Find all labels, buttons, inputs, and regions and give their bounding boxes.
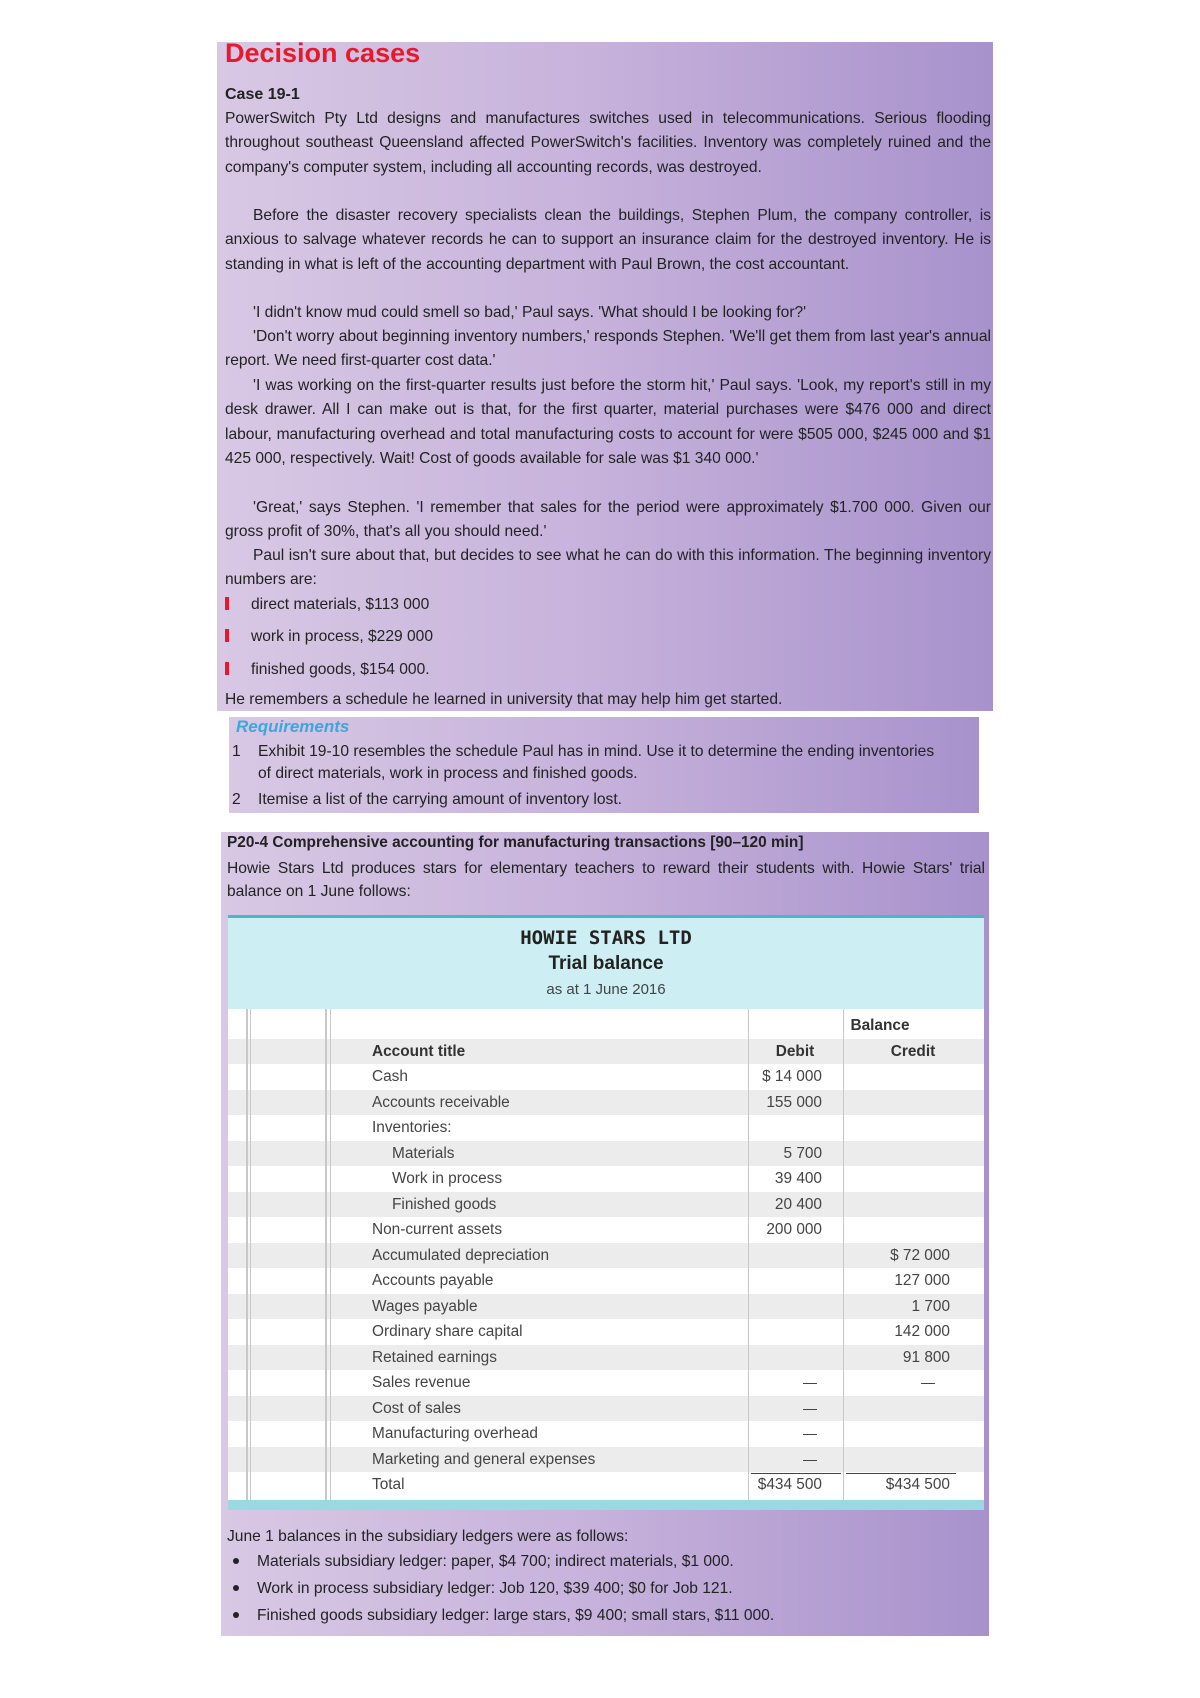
- bullet-marker: [225, 597, 229, 610]
- case-closing: He remembers a schedule he learned in university that may help him get started.: [225, 691, 783, 708]
- account-title: Marketing and general expenses: [372, 1450, 596, 1468]
- account-title: Retained earnings: [372, 1348, 497, 1366]
- debit-amount: $434 500: [757, 1476, 822, 1493]
- inventory-bullet: finished goods, $154 000.: [225, 661, 430, 679]
- subsidiary-item: Materials subsidiary ledger: paper, $4 700; indirect materials, $1 000.: [227, 1553, 734, 1571]
- col-account-header: Account title: [372, 1042, 466, 1060]
- debit-dash: [803, 1409, 817, 1410]
- case-paragraph: 'Great,' says Stephen. 'I remember that sales for the period were approximately $1.700 000. Given our gross profit of 30%, that's all you should need.': [225, 499, 991, 541]
- debit-amount: 155 000: [766, 1093, 822, 1111]
- account-title: Ordinary share capital: [372, 1323, 523, 1340]
- trial-balance-table: [228, 1009, 984, 1500]
- col-credit-header: Credit: [890, 1042, 936, 1060]
- bullet-marker: [225, 629, 229, 642]
- account-title: Cost of sales: [372, 1399, 461, 1417]
- account-title: Accumulated depreciation: [372, 1246, 550, 1264]
- credit-dash: [921, 1383, 935, 1384]
- credit-amount: 91 800: [902, 1348, 950, 1366]
- bullet-dot: [233, 1612, 239, 1618]
- case-paragraph: Before the disaster recovery specialists clean the buildings, Stephen Plum, the company controller, is anxious to salvage whatever records he can to support an insurance claim for the destroyed inventory. He is standing in what is left of the accounting department with Paul Brown, the cost accountant.: [225, 207, 991, 273]
- case-paragraph: 'I was working on the first-quarter results just before the storm hit,' Paul says. 'Look, my report's still in my desk drawer. All I can make out is that, for the first quarter, material purchases were $476 000 and direct labour, manufacturing overhead and total manufacturing costs to account for were $505 000, $245 000 and $1 425 000, respectively. Wait! Cost of goods available for sale was $1 340 000.': [225, 377, 991, 467]
- company-name: HOWIE STARS LTD: [520, 927, 692, 949]
- credit-amount: $ 72 000: [890, 1246, 950, 1264]
- account-title: Materials: [392, 1144, 455, 1162]
- account-title: Accounts receivable: [372, 1093, 510, 1111]
- debit-amount: 39 400: [774, 1170, 822, 1187]
- col-debit-header: Debit: [775, 1042, 815, 1060]
- account-title: Work in process: [392, 1170, 503, 1187]
- debit-dash: [803, 1383, 817, 1384]
- problem-intro: Howie Stars Ltd produces stars for elementary teachers to reward their students with. Howie Stars' trial balance on 1 June follows:: [227, 860, 985, 900]
- case-paragraph: 'I didn't know mud could smell so bad,' Paul says. 'What should I be looking for?': [253, 304, 807, 321]
- requirements-title: Requirements: [236, 717, 350, 736]
- account-title: Sales revenue: [372, 1374, 471, 1391]
- account-title: Total: [372, 1476, 405, 1493]
- credit-amount: 1 700: [911, 1297, 950, 1315]
- debit-amount: 200 000: [766, 1221, 822, 1238]
- account-title: Inventories:: [372, 1119, 452, 1136]
- bullet-dot: [233, 1558, 239, 1564]
- account-title: Wages payable: [372, 1297, 478, 1315]
- credit-amount: $434 500: [885, 1476, 950, 1493]
- debit-amount: 20 400: [774, 1195, 822, 1213]
- inventory-bullet: direct materials, $113 000: [225, 596, 429, 614]
- inventory-bullet: work in process, $229 000: [225, 628, 433, 646]
- debit-amount: $ 14 000: [762, 1068, 822, 1085]
- credit-amount: 127 000: [894, 1272, 950, 1289]
- statement-date: as at 1 June 2016: [546, 981, 666, 998]
- section-heading: Decision cases: [225, 38, 421, 68]
- case-paragraph: 'Don't worry about beginning inventory numbers,' responds Stephen. 'We'll get them from last year's annual report. We need first-quarter cost data.': [225, 328, 991, 370]
- bullet-dot: [233, 1585, 239, 1591]
- subsidiary-title: June 1 balances in the subsidiary ledgers were as follows:: [227, 1528, 629, 1545]
- account-title: Non-current assets: [372, 1221, 503, 1238]
- credit-amount: 142 000: [894, 1323, 950, 1340]
- problem-title: P20-4 Comprehensive accounting for manufacturing transactions [90–120 min]: [227, 834, 804, 851]
- debit-amount: 5 700: [783, 1144, 822, 1162]
- bullet-marker: [225, 662, 229, 675]
- account-title: Accounts payable: [372, 1272, 494, 1289]
- statement-name: Trial balance: [548, 953, 664, 974]
- account-title: Manufacturing overhead: [372, 1425, 538, 1442]
- debit-dash: [803, 1460, 817, 1461]
- account-title: Finished goods: [392, 1195, 497, 1213]
- account-title: Cash: [372, 1068, 408, 1085]
- subsidiary-item: Work in process subsidiary ledger: Job 120, $39 400; $0 for Job 121.: [227, 1580, 733, 1598]
- subsidiary-item: Finished goods subsidiary ledger: large stars, $9 400; small stars, $11 000.: [227, 1607, 774, 1625]
- case-paragraph: PowerSwitch Pty Ltd designs and manufactures switches used in telecommunications. Serious flooding throughout southeast Queensland affected PowerSwitch's facilities. Inventory was completely ruined and the company's computer system, including all accounting records, was destroyed.: [225, 110, 991, 176]
- case-paragraph: Paul isn't sure about that, but decides to see what he can do with this information. The beginning inventory numbers are:: [225, 547, 991, 589]
- case-title: Case 19-1: [225, 86, 300, 103]
- balance-header: Balance: [850, 1017, 910, 1034]
- debit-dash: [803, 1434, 817, 1435]
